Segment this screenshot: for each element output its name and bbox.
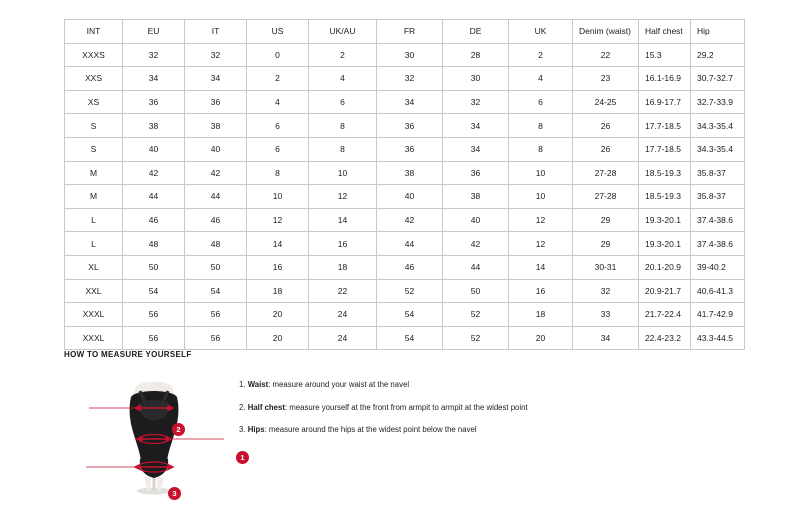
- cell-us: 2: [247, 67, 309, 91]
- cell-fr: 46: [377, 255, 443, 279]
- cell-us: 4: [247, 90, 309, 114]
- cell-hip: 41.7-42.9: [691, 303, 745, 327]
- measure-note-number: 2.: [239, 402, 246, 412]
- column-header-int: INT: [65, 20, 123, 44]
- cell-uk-au: 12: [309, 185, 377, 209]
- cell-hip: 32.7-33.9: [691, 90, 745, 114]
- table-row: [65, 303, 745, 327]
- cell-de: 28: [443, 43, 509, 67]
- cell-hip: 40.6-41.3: [691, 279, 745, 303]
- cell-de: 38: [443, 185, 509, 209]
- cell-hip: 34.3-35.4: [691, 137, 745, 161]
- cell-it: 56: [185, 326, 247, 350]
- cell-uk-au: 14: [309, 208, 377, 232]
- cell-fr: 42: [377, 208, 443, 232]
- cell-fr: 34: [377, 90, 443, 114]
- cell-it: 40: [185, 137, 247, 161]
- cell-it: 46: [185, 208, 247, 232]
- cell-uk-au: 2: [309, 43, 377, 67]
- cell-de: 44: [443, 255, 509, 279]
- cell-eu: 50: [123, 255, 185, 279]
- column-header-denim-waist: Denim (waist): [573, 20, 639, 44]
- cell-us: 12: [247, 208, 309, 232]
- table-row: [65, 43, 745, 67]
- cell-half-chest: 15.3: [639, 43, 691, 67]
- cell-it: 42: [185, 161, 247, 185]
- cell-fr: 40: [377, 185, 443, 209]
- cell-fr: 32: [377, 67, 443, 91]
- cell-eu: 32: [123, 43, 185, 67]
- cell-denim-waist: 33: [573, 303, 639, 327]
- measure-note-text: : measure around the hips at the widest point below the navel: [264, 425, 477, 435]
- cell-int: XS: [65, 90, 123, 114]
- cell-de: 50: [443, 279, 509, 303]
- cell-it: 36: [185, 90, 247, 114]
- cell-int: S: [65, 137, 123, 161]
- table-row: [65, 114, 745, 138]
- measure-note-number: 3.: [239, 425, 246, 435]
- column-header-us: US: [247, 20, 309, 44]
- cell-uk: 2: [509, 43, 573, 67]
- cell-eu: 38: [123, 114, 185, 138]
- table-row: [65, 208, 745, 232]
- cell-denim-waist: 22: [573, 43, 639, 67]
- cell-fr: 54: [377, 303, 443, 327]
- cell-half-chest: 16.9-17.7: [639, 90, 691, 114]
- cell-it: 56: [185, 303, 247, 327]
- measure-note-text: : measure around your waist at the navel: [268, 380, 410, 389]
- cell-de: 34: [443, 137, 509, 161]
- cell-fr: 38: [377, 161, 443, 185]
- cell-denim-waist: 29: [573, 232, 639, 256]
- cell-fr: 36: [377, 114, 443, 138]
- cell-it: 38: [185, 114, 247, 138]
- cell-hip: 30.7-32.7: [691, 67, 745, 91]
- cell-denim-waist: 29: [573, 208, 639, 232]
- cell-uk-au: 18: [309, 255, 377, 279]
- cell-eu: 56: [123, 326, 185, 350]
- cell-de: 52: [443, 326, 509, 350]
- measure-note-term: Half chest: [247, 402, 285, 412]
- cell-eu: 42: [123, 161, 185, 185]
- how-to-measure-body: [64, 367, 744, 497]
- cell-half-chest: 17.7-18.5: [639, 137, 691, 161]
- cell-eu: 56: [123, 303, 185, 327]
- cell-de: 34: [443, 114, 509, 138]
- cell-it: 48: [185, 232, 247, 256]
- how-to-measure-title: HOW TO MEASURE YOURSELF: [64, 350, 192, 359]
- column-header-half-chest: Half chest: [639, 20, 691, 44]
- cell-eu: 34: [123, 67, 185, 91]
- cell-de: 36: [443, 161, 509, 185]
- measure-badge-1: 1: [236, 451, 249, 464]
- cell-hip: 35.8-37: [691, 161, 745, 185]
- cell-us: 8: [247, 161, 309, 185]
- cell-uk: 10: [509, 185, 573, 209]
- cell-de: 30: [443, 67, 509, 91]
- cell-de: 40: [443, 208, 509, 232]
- column-header-fr: FR: [377, 20, 443, 44]
- cell-hip: 37.4-38.6: [691, 208, 745, 232]
- cell-uk-au: 8: [309, 137, 377, 161]
- mannequin-figure: [84, 375, 245, 498]
- measure-note-hips: [239, 425, 739, 435]
- cell-half-chest: 17.7-18.5: [639, 114, 691, 138]
- cell-int: S: [65, 114, 123, 138]
- measure-note-half-chest: [239, 403, 739, 413]
- table-row: [65, 326, 745, 350]
- cell-uk-au: 8: [309, 114, 377, 138]
- size-table: [64, 19, 745, 350]
- cell-uk: 12: [509, 208, 573, 232]
- cell-half-chest: 19.3-20.1: [639, 232, 691, 256]
- table-header-row: [65, 20, 745, 44]
- cell-us: 20: [247, 326, 309, 350]
- table-row: [65, 161, 745, 185]
- cell-hip: 35.8-37: [691, 185, 745, 209]
- cell-uk: 20: [509, 326, 573, 350]
- cell-hip: 29.2: [691, 43, 745, 67]
- cell-us: 14: [247, 232, 309, 256]
- cell-fr: 52: [377, 279, 443, 303]
- cell-uk-au: 4: [309, 67, 377, 91]
- cell-int: L: [65, 232, 123, 256]
- cell-int: XXL: [65, 279, 123, 303]
- cell-it: 44: [185, 185, 247, 209]
- cell-denim-waist: 23: [573, 67, 639, 91]
- cell-int: XXXL: [65, 326, 123, 350]
- cell-uk: 10: [509, 161, 573, 185]
- cell-half-chest: 18.5-19.3: [639, 185, 691, 209]
- cell-eu: 54: [123, 279, 185, 303]
- column-header-de: DE: [443, 20, 509, 44]
- table-row: [65, 279, 745, 303]
- cell-int: XL: [65, 255, 123, 279]
- cell-uk-au: 24: [309, 303, 377, 327]
- measure-note-number: 1.: [239, 380, 246, 389]
- cell-hip: 34.3-35.4: [691, 114, 745, 138]
- cell-uk-au: 16: [309, 232, 377, 256]
- table-row: [65, 185, 745, 209]
- column-header-eu: EU: [123, 20, 185, 44]
- cell-int: XXS: [65, 67, 123, 91]
- cell-denim-waist: 34: [573, 326, 639, 350]
- measure-badge-3: 3: [168, 487, 181, 500]
- measure-note-term: Hips: [247, 425, 265, 435]
- cell-uk: 12: [509, 232, 573, 256]
- cell-eu: 48: [123, 232, 185, 256]
- cell-it: 32: [185, 43, 247, 67]
- cell-us: 6: [247, 137, 309, 161]
- cell-uk: 16: [509, 279, 573, 303]
- cell-denim-waist: 27-28: [573, 161, 639, 185]
- cell-it: 34: [185, 67, 247, 91]
- cell-fr: 36: [377, 137, 443, 161]
- cell-uk: 8: [509, 114, 573, 138]
- cell-denim-waist: 27-28: [573, 185, 639, 209]
- table-row: [65, 137, 745, 161]
- cell-hip: 43.3-44.5: [691, 326, 745, 350]
- cell-uk: 6: [509, 90, 573, 114]
- cell-de: 42: [443, 232, 509, 256]
- cell-int: XXXS: [65, 43, 123, 67]
- cell-uk-au: 10: [309, 161, 377, 185]
- column-header-uk-au: UK/AU: [309, 20, 377, 44]
- table-row: [65, 232, 745, 256]
- cell-us: 6: [247, 114, 309, 138]
- cell-uk: 4: [509, 67, 573, 91]
- cell-half-chest: 22.4-23.2: [639, 326, 691, 350]
- cell-denim-waist: 32: [573, 279, 639, 303]
- cell-uk: 14: [509, 255, 573, 279]
- cell-denim-waist: 26: [573, 137, 639, 161]
- cell-eu: 46: [123, 208, 185, 232]
- cell-denim-waist: 30-31: [573, 255, 639, 279]
- size-chart: [64, 19, 734, 350]
- table-row: [65, 255, 745, 279]
- measure-note-text: : measure yourself at the front from armpit to armpit at the widest point: [284, 402, 528, 412]
- cell-eu: 44: [123, 185, 185, 209]
- cell-fr: 44: [377, 232, 443, 256]
- cell-it: 54: [185, 279, 247, 303]
- cell-int: M: [65, 185, 123, 209]
- cell-int: M: [65, 161, 123, 185]
- cell-uk: 18: [509, 303, 573, 327]
- cell-denim-waist: 24-25: [573, 90, 639, 114]
- cell-hip: 37.4-38.6: [691, 232, 745, 256]
- cell-int: XXXL: [65, 303, 123, 327]
- measure-note-waist: [239, 380, 739, 390]
- column-header-hip: Hip: [691, 20, 745, 44]
- how-to-measure-section: [64, 350, 744, 497]
- cell-us: 0: [247, 43, 309, 67]
- cell-half-chest: 20.9-21.7: [639, 279, 691, 303]
- measure-badge-2: 2: [172, 423, 185, 436]
- column-header-uk: UK: [509, 20, 573, 44]
- measure-instructions: [239, 380, 739, 448]
- cell-it: 50: [185, 255, 247, 279]
- cell-half-chest: 20.1-20.9: [639, 255, 691, 279]
- cell-hip: 39-40.2: [691, 255, 745, 279]
- cell-uk-au: 22: [309, 279, 377, 303]
- cell-denim-waist: 26: [573, 114, 639, 138]
- cell-de: 52: [443, 303, 509, 327]
- cell-half-chest: 16.1-16.9: [639, 67, 691, 91]
- cell-us: 20: [247, 303, 309, 327]
- cell-fr: 30: [377, 43, 443, 67]
- cell-fr: 54: [377, 326, 443, 350]
- cell-half-chest: 19.3-20.1: [639, 208, 691, 232]
- cell-int: L: [65, 208, 123, 232]
- cell-us: 18: [247, 279, 309, 303]
- column-header-it: IT: [185, 20, 247, 44]
- cell-half-chest: 18.5-19.3: [639, 161, 691, 185]
- table-row: [65, 90, 745, 114]
- cell-us: 10: [247, 185, 309, 209]
- cell-uk: 8: [509, 137, 573, 161]
- cell-uk-au: 6: [309, 90, 377, 114]
- cell-half-chest: 21.7-22.4: [639, 303, 691, 327]
- table-row: [65, 67, 745, 91]
- cell-uk-au: 24: [309, 326, 377, 350]
- measure-note-term: Waist: [247, 380, 269, 389]
- cell-eu: 36: [123, 90, 185, 114]
- cell-de: 32: [443, 90, 509, 114]
- cell-eu: 40: [123, 137, 185, 161]
- cell-us: 16: [247, 255, 309, 279]
